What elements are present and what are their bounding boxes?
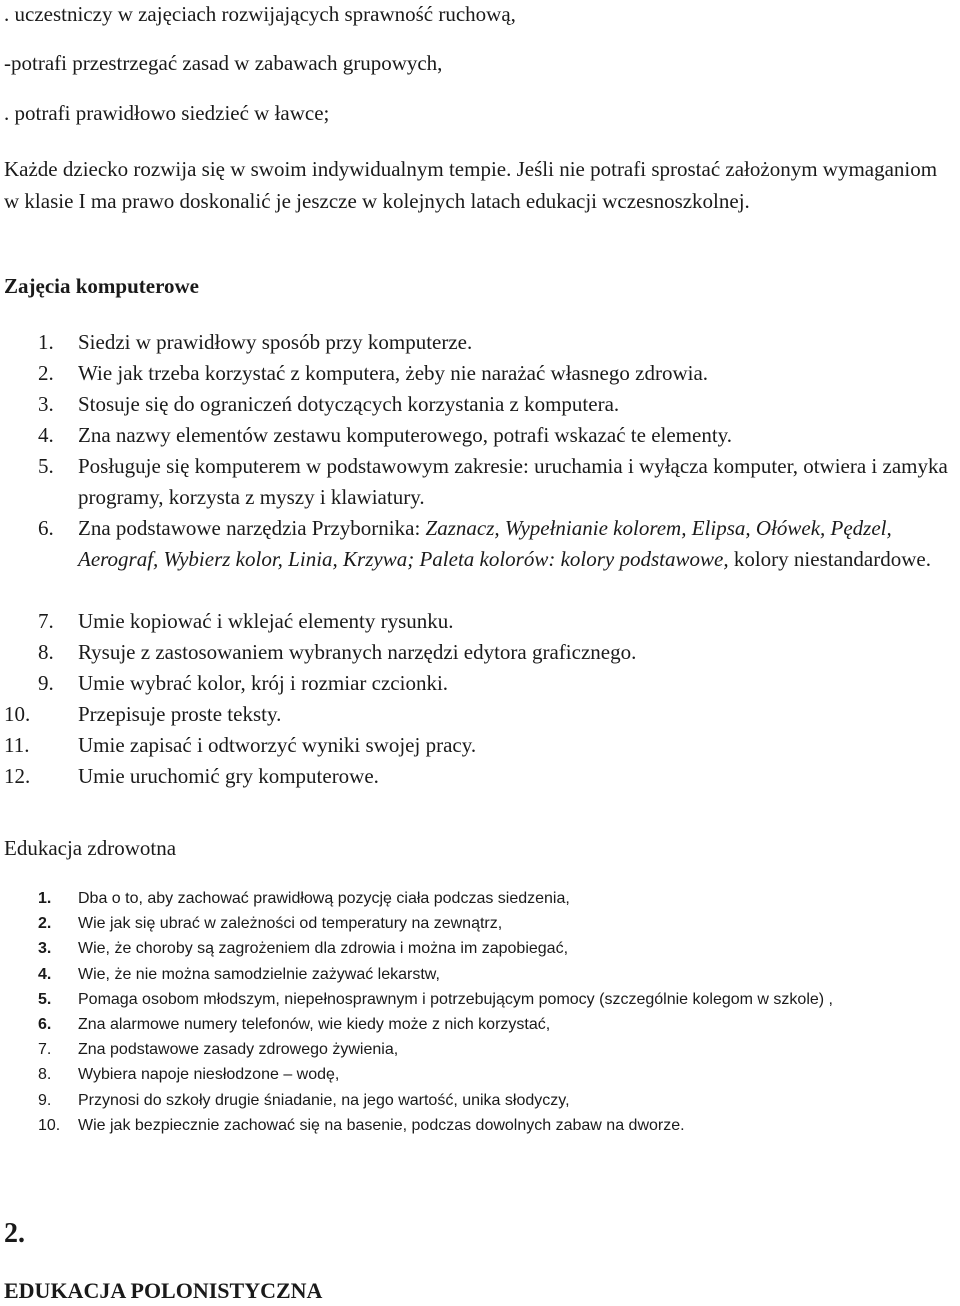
computer-skills-list — [0, 327, 960, 792]
list-item: 4. Zna nazwy elementów zestawu komputerowego, potrafi wskazać te elementy. — [38, 423, 733, 447]
list-item: 2. Wie jak trzeba korzystać z komputera, żeby nie narażać własnego zdrowia. — [38, 361, 709, 385]
list-item: 10. Wie jak bezpiecznie zachować się na basenie, podczas dowolnych zabaw na dworze. — [38, 1116, 685, 1134]
list-item: 9. Umie wybrać kolor, krój i rozmiar czcionki. — [38, 671, 449, 695]
list-item: 6. Zna podstawowe narzędzia Przybornika: Zaznacz, Wypełnianie kolorem, Elipsa, Ołówek, Pędzel, Aerograf, Wybierz kolor, Linia, Krzywa; Paleta kolorów: kolory podstawowe, kolory niestandardowe. — [38, 516, 931, 571]
list-item: 8. Wybiera napoje niesłodzone – wodę, — [38, 1066, 340, 1084]
list-item: 9. Przynosi do szkoły drugie śniadanie, na jego wartość, unika słodyczy, — [38, 1091, 570, 1109]
list-item: 8. Rysuje z zastosowaniem wybranych narzędzi edytora graficznego. — [38, 640, 637, 664]
list-item: 5. Pomaga osobom młodszym, niepełnosprawnym i potrzebującym pomocy (szczególnie kolegom w szkole) , — [38, 990, 833, 1008]
list-item: 5. Posługuje się komputerem w podstawowym zakresie: uruchamia i wyłącza komputer, otwiera i zamyka programy, korzysta z myszy i klawiatury. — [38, 454, 948, 509]
health-section-heading: Edukacja zdrowotna — [4, 836, 177, 860]
section-title: EDUKACJA POLONISTYCZNA — [4, 1278, 323, 1303]
list-item: 2. Wie jak się ubrać w zależności od temperatury na zewnątrz, — [38, 915, 503, 933]
list-item: 7. Zna podstawowe zasady zdrowego żywienia, — [38, 1041, 399, 1059]
list-item: 1. Dba o to, aby zachować prawidłową pozycję ciała podczas siedzenia, — [38, 890, 570, 907]
intro-line-3: . potrafi prawidłowo siedzieć w ławce; — [4, 101, 330, 125]
health-skills-list — [0, 886, 960, 1138]
intro-line-2: -potrafi przestrzegać zasad w zabawach grupowych, — [4, 51, 443, 75]
list-item: 3. Stosuje się do ograniczeń dotyczących korzystania z komputera. — [38, 392, 620, 416]
computer-section-heading: Zajęcia komputerowe — [4, 274, 199, 298]
list-item: 6. Zna alarmowe numery telefonów, wie kiedy może z nich korzystać, — [38, 1015, 551, 1033]
list-item: 1. Siedzi w prawidłowy sposób przy komputerze. — [38, 330, 473, 354]
intro-line-1: . uczestniczy w zajęciach rozwijających sprawność ruchową, — [4, 2, 516, 26]
list-item: 4. Wie, że nie można samodzielnie zażywać lekarstw, — [38, 965, 440, 983]
section-number: 2. — [4, 1218, 25, 1249]
list-item: 11. Umie zapisać i odtworzyć wyniki swojej pracy. — [4, 733, 477, 757]
list-item: 10. Przepisuje proste teksty. — [4, 702, 282, 726]
development-paragraph: Każde dziecko rozwija się w swoim indywidualnym tempie. Jeśli nie potrafi sprostać założonym wymaganiom w klasie I ma prawo doskonalić je jeszcze w kolejnych latach edukacji wczesnoszkolnej. — [4, 157, 938, 213]
list-item: 7. Umie kopiować i wklejać elementy rysunku. — [38, 609, 454, 633]
list-item: 12. Umie uruchomić gry komputerowe. — [4, 764, 379, 788]
list-item: 3. Wie, że choroby są zagrożeniem dla zdrowia i można im zapobiegać, — [38, 940, 569, 958]
